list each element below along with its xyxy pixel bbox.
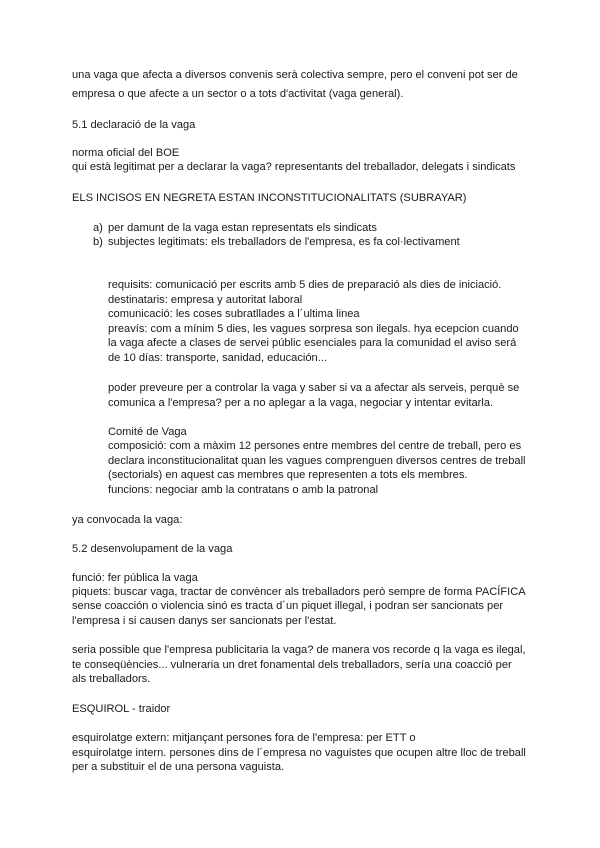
requirements-line: requisits: comunicació per escrits amb 5 dies de preparació als dies de iniciació. (108, 279, 502, 291)
list-text: subjectes legitimats: els treballadors de l'empresa, es fa col·lectivament (108, 236, 460, 248)
paragraph-line: una vaga que afecta a diversos convenis serà colectiva sempre, pero el conveni pot ser de (72, 69, 518, 81)
paragraph-line: qui està legitimat per a declarar la vaga? representants del treballador, delegats i sindicats (72, 161, 516, 173)
list-marker: b) (93, 236, 103, 248)
paragraph-line: norma oficial del BOE (72, 147, 180, 159)
paragraph-line: esquirolatge intern. persones dins de l´empresa no vaguistes que ocupen altre lloc de treball (72, 747, 526, 759)
paragraph-line: declara inconstitucionalitat quan les vagues comprenguen diversos centres de treball (108, 455, 526, 467)
comite-title: Comité de Vaga (108, 426, 187, 438)
notice-line: ELS INCISOS EN NEGRETA ESTAN INCONSTITUCIONALITATS (SUBRAYAR) (72, 192, 467, 204)
paragraph-line: te conseqüències... vulneraria un dret fonamental dels treballadors, sería una coacció per (72, 659, 512, 671)
paragraph-line: l'empresa i si causen danys ser sancionats per l'estat. (72, 615, 337, 627)
requirements-line: comunicació: les coses subratllades a l´ultima linea (108, 308, 360, 320)
section-heading: 5.2 desenvolupament de la vaga (72, 543, 233, 555)
paragraph-line: sense coacción o violencia sinó es tracta d´un piquet illegal, i podran ser sancionats per (72, 600, 504, 612)
paragraph-line: seria possible que l'empresa publicitaria la vaga? de manera vos recorde q la vaga es ilegal, (72, 644, 526, 656)
esquirol-heading: ESQUIROL - traidor (72, 703, 171, 715)
paragraph-line: per a substituir el de una persona vaguista. (72, 761, 285, 773)
paragraph-line: comunica a l'empresa? per a no aplegar a la vaga, negociar y intentar evitarla. (108, 397, 494, 409)
list-text: per damunt de la vaga estan representats els sindicats (108, 222, 377, 234)
paragraph-line: empresa o que afecte a un sector o a tots d'activitat (vaga general). (72, 88, 404, 100)
requirements-line: la vaga afecte a clases de servei públic esenciales para la comunidad el aviso será (108, 337, 517, 349)
paragraph-line: funció: fer pública la vaga (72, 572, 198, 584)
list-marker: a) (93, 222, 103, 234)
paragraph-line: funcions: negociar amb la contratans o amb la patronal (108, 484, 379, 496)
paragraph-line: als treballadors. (72, 673, 151, 685)
paragraph-line: piquets: buscar vaga, tractar de convèncer als treballadors però sempre de forma PACÍFICA (72, 586, 526, 598)
paragraph-line: esquirolatge extern: mitjançant persones fora de l'empresa: per ETT o (72, 732, 416, 744)
paragraph-line: (sectorials) en aquest cas membres que representen a tots els membres. (108, 469, 468, 481)
requirements-line: de 10 días: transporte, sanidad, educación... (108, 352, 327, 364)
paragraph-line: composició: com a màxim 12 persones entre membres del centre de treball, pero es (108, 440, 522, 452)
paragraph-line: poder preveure per a controlar la vaga y saber si va a afectar als serveis, perquè se (108, 382, 520, 394)
paragraph-line: ya convocada la vaga: (72, 514, 183, 526)
requirements-line: preavís: com a mínim 5 dies, les vagues sorpresa son ilegals. hya ecepcion cuando (108, 323, 519, 335)
section-heading: 5.1 declaració de la vaga (72, 119, 196, 131)
requirements-line: destinataris: empresa y autoritat laboral (108, 294, 303, 306)
